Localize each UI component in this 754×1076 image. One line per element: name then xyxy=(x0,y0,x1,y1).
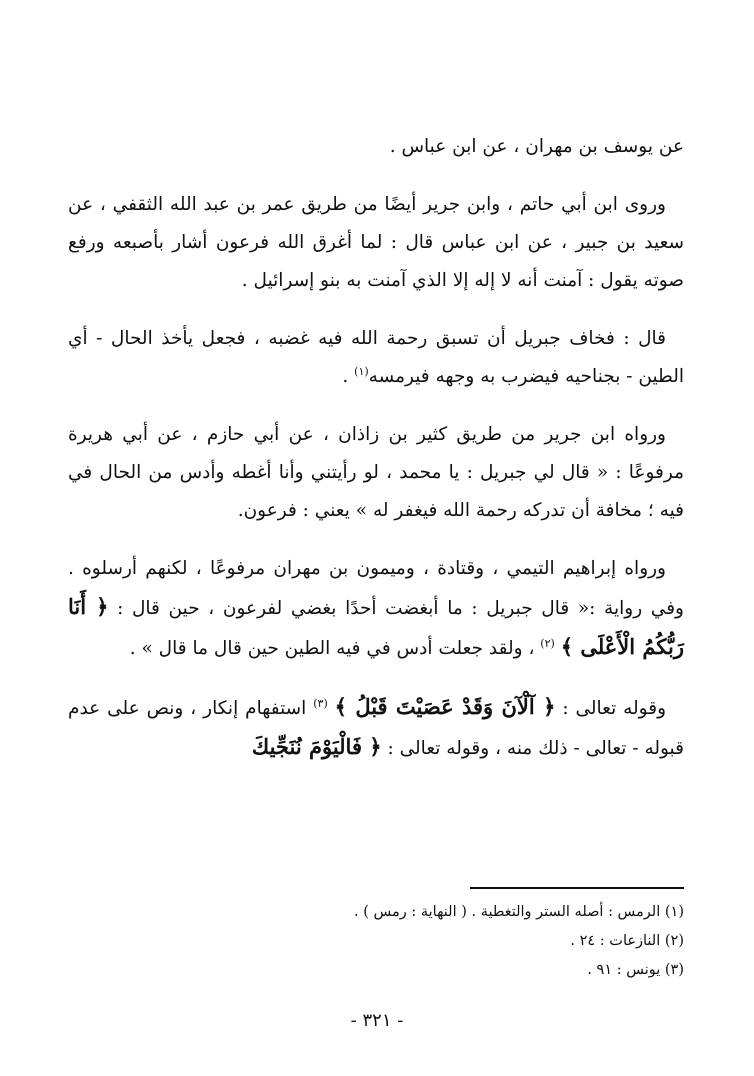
footnote-1: (١) الرمس : أصله الستر والتغطية . ( النهاية : رمس ) . xyxy=(354,904,684,920)
footnote-divider xyxy=(470,887,684,889)
footnote-3: (٣) يونس : ٩١ . xyxy=(587,962,684,978)
footnote-marker-2: (٢) xyxy=(540,636,555,650)
paragraph-6-middle: استفهام إنكار ، ونص على عدم قبوله - تعالى - ذلك منه ، وقوله تعالى : xyxy=(68,698,684,759)
quran-verse-1: ﴿ أَنَا رَبُّكُمُ الْأَعْلَى ﴾ xyxy=(68,594,684,659)
quran-verse-3: ﴿ فَالْيَوْمَ نُنَجِّيكَ xyxy=(251,734,382,759)
paragraph-1-text: عن يوسف بن مهران ، عن ابن عباس . xyxy=(389,136,684,157)
footnote-2: (٢) النازعات : ٢٤ . xyxy=(570,933,684,949)
page-number: - ٣٢١ - xyxy=(350,1010,404,1031)
paragraph-4-text: ورواه ابن جرير من طريق كثير بن زاذان ، عن أبي حازم ، عن أبي هريرة مرفوعًا : « قال لي جبريل : يا محمد ، لو رأيتني وأنا أغطه وأدس من الحال في فيه ؛ مخافة أن تدركه رحمة الله فيغفر له » يعني : فرعون. xyxy=(68,424,684,521)
paragraph-1 xyxy=(68,128,684,166)
paragraph-5 xyxy=(68,550,684,668)
footnotes xyxy=(68,898,684,985)
footnote-marker-1: (١) xyxy=(354,364,369,378)
paragraph-5-after: ، ولقد جعلت أدس في فيه الطين حين قال ما قال » . xyxy=(129,638,541,659)
main-text xyxy=(68,128,684,788)
paragraph-2-text: وروى ابن أبي حاتم ، وابن جرير أيضًا من طريق عمر بن عبد الله الثقفي ، عن سعيد بن جبير ، عن ابن عباس قال : لما أغرق الله فرعون أشار بأصبعه ورفع صوته يقول : آمنت أنه لا إله إلا الذي آمنت به بنو إسرائيل . xyxy=(68,194,684,291)
paragraph-2 xyxy=(68,186,684,300)
paragraph-6 xyxy=(68,688,684,768)
paragraph-3-end: . xyxy=(342,366,355,387)
paragraph-6-text: وقوله تعالى : xyxy=(562,698,667,719)
paragraph-4 xyxy=(68,416,684,530)
paragraph-5-text: ورواه إبراهيم التيمي ، وقتادة ، وميمون بن مهران مرفوعًا ، لكنهم أرسلوه . وفي رواية :« قال جبريل : ما أبغضت أحدًا بغضي لفرعون ، حين قال : xyxy=(68,558,684,619)
footnote-marker-3: (٣) xyxy=(313,696,328,710)
paragraph-3-text: قال : فخاف جبريل أن تسبق رحمة الله فيه غضبه ، فجعل يأخذ الحال - أي الطين - بجناحيه فيضرب به وجهه فيرمسه xyxy=(68,328,684,387)
quran-verse-2: ﴿ آلْآنَ وَقَدْ عَصَيْتَ قَبْلُ ﴾ xyxy=(334,694,556,719)
paragraph-3 xyxy=(68,320,684,396)
